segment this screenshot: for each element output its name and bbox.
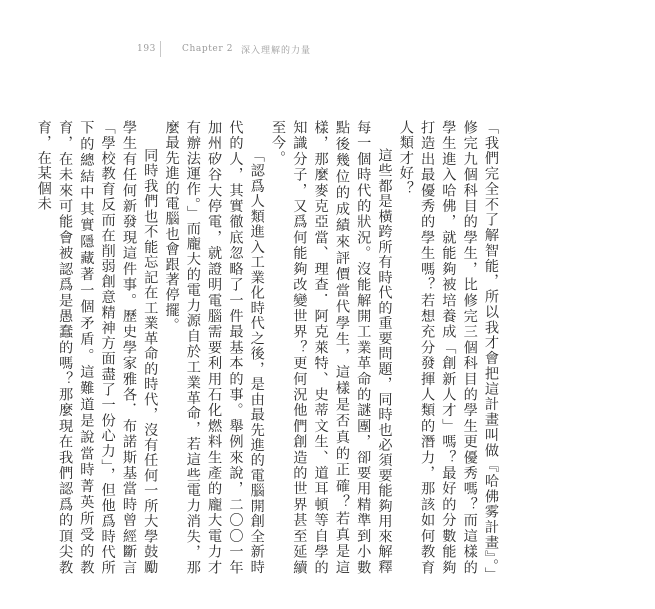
page-number: 193 [137, 44, 156, 54]
paragraph: 同時我們也不能忘記在工業革命的時代，沒有任何一所大學鼓勵學生有任何新發現這件事。歷史學家雅各．布諾斯基當時曾經斷言「學校教育反而在削弱創意精神方面盡了一份心力」，但他爲時代所下的總結中其實隱藏著一個矛盾。這難道是說當時菁英所受的教育，在未來可能會被認爲是愚蠢的嗎？那麼現在我們認爲的頂尖教育，在某個未 [35, 120, 159, 575]
running-header [137, 42, 311, 56]
paragraph: 這些都是橫跨所有時代的重要問題，同時也必須要能夠用來解釋每一個時代的狀況。沒能解開工業革命的謎團，卻要用精準到小數點後幾位的成績來評價當代學生，這樣是否真的正確？若真是這樣，那麼麥克亞當、理查．阿克萊特、史蒂文生、道耳頓等自學的知識分子，又爲何能夠改變世界？更何況他們創造的世界甚至延續至今。 [270, 120, 393, 575]
paragraph-quote: 「我們完全不了解智能，所以我才會把這計畫叫做『哈佛雾計畫』。」修完九個科目的學生，比修完三個科目的學生更優秀嗎？而這樣的學生進入哈佛，就能夠被培養成「創新人才」嗎？最好的分數能夠打造出最優秀的學生嗎？若想充分發揮人類的潛力，那該如何教育人類才好？ [397, 120, 499, 575]
paragraph: 「認爲人類進入工業化時代之後，是由最先進的電腦開創全新時代的人，其實徹底忽略了一件最基本的事。舉例來說，二〇〇一年加州矽谷大停電，就證明電腦需要利用石化燃料生產的龐大電力才有辦法運作。」而龐大的電力源自於工業革命，若這些電力消失，那麼最先進的電腦也會跟著停擺。 [163, 120, 265, 575]
chapter-label: Chapter 2 [181, 44, 234, 54]
header-divider [160, 41, 161, 57]
chapter-title: 深入理解的力量 [241, 45, 312, 56]
vertical-body-text [35, 120, 501, 575]
